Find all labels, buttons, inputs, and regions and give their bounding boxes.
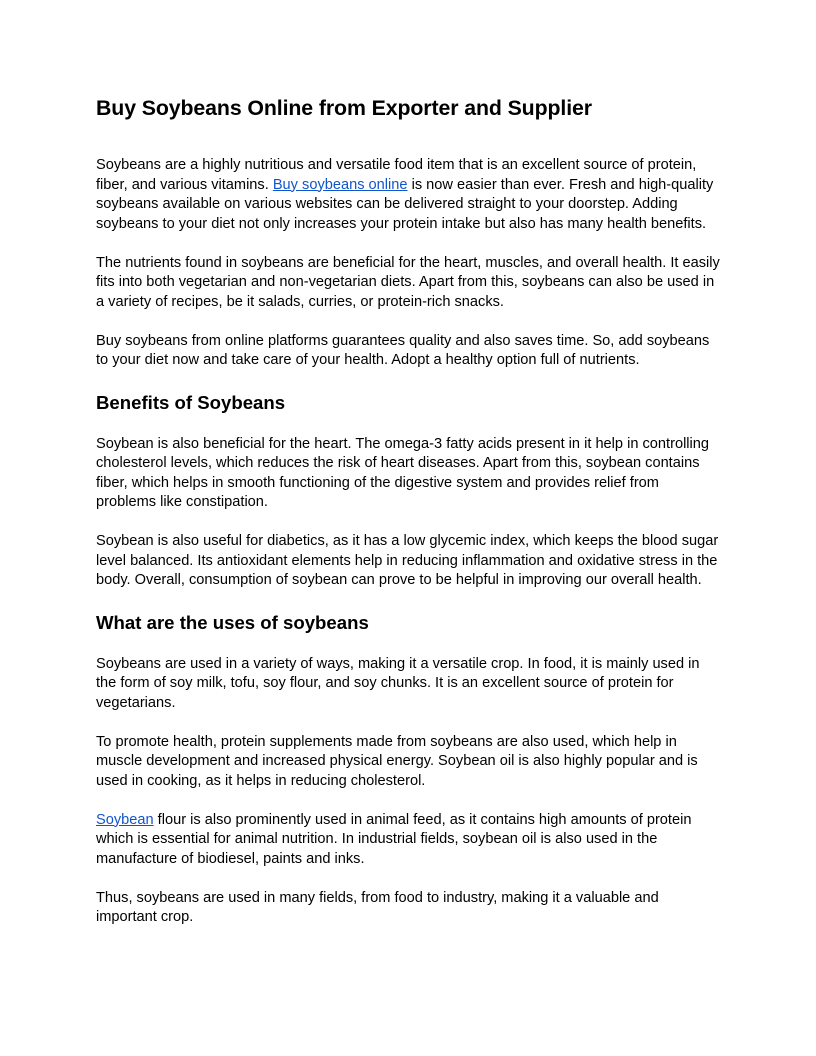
benefits-paragraph-2: Soybean is also useful for diabetics, as it has a low glycemic index, which keeps the blood sugar level balanced. Its antioxidant elements help in reducing inflammation and oxidative stress in the body. Overall, consumption of soybean can prove to be helpful in improving our overall health.	[96, 533, 719, 588]
buy-soybeans-online-link[interactable]: Buy soybeans online	[272, 176, 408, 193]
benefits-paragraph-1: Soybean is also beneficial for the heart. The omega-3 fatty acids present in it help in controlling cholesterol levels, which reduces the risk of heart diseases. Apart from this, soybean contains fiber, which helps in smooth functioning of the digestive system and provides relief from problems like constipation.	[96, 435, 710, 510]
uses-heading: What are the uses of soybeans	[96, 611, 369, 633]
uses-paragraph-4: Thus, soybeans are used in many fields, from food to industry, making it a valuable and important crop.	[96, 889, 659, 925]
intro-paragraph-2: The nutrients found in soybeans are beneficial for the heart, muscles, and overall health. It easily fits into both vegetarian and non-vegetarian diets. Apart from this, soybeans can also be used in a variety of recipes, be it salads, curries, or protein-rich snacks.	[96, 254, 720, 310]
uses-paragraph-1: Soybeans are used in a variety of ways, making it a versatile crop. In food, it is mainly used in the form of soy milk, tofu, soy flour, and soy chunks. It is an excellent source of protein for vegetarians.	[96, 655, 700, 711]
uses-p3-text-after: flour is also prominently used in animal feed, as it contains high amounts of protein which is essential for animal nutrition. In industrial fields, soybean oil is also used in the manufacture of biodiesel, paints and inks.	[96, 811, 692, 867]
uses-paragraph-2: To promote health, protein supplements made from soybeans are also used, which help in muscle development and increased physical energy. Soybean oil is also highly popular and is used in cooking, as it helps in reducing cholesterol.	[96, 733, 698, 789]
benefits-heading: Benefits of Soybeans	[96, 391, 286, 413]
soybean-link[interactable]: Soybean	[96, 811, 154, 828]
page-title: Buy Soybeans Online from Exporter and Supplier	[96, 96, 592, 120]
intro-paragraph-3: Buy soybeans from online platforms guarantees quality and also saves time. So, add soybeans to your diet now and take care of your health. Adopt a healthy option full of nutrients.	[96, 332, 710, 368]
intro-p1-text-before: Soybeans are a highly nutritious and versatile food item that is an excellent source of protein, fiber, and various vitamins.	[96, 157, 697, 193]
intro-p1-text-after: is now easier than ever. Fresh and high-quality soybeans available on various websites can be delivered straight to your doorstep. Adding soybeans to your diet not only increases your protein intake but also has many health benefits.	[96, 176, 714, 232]
document-page	[96, 92, 720, 947]
uses-paragraph-3	[96, 811, 720, 870]
intro-paragraph-1	[96, 156, 720, 234]
